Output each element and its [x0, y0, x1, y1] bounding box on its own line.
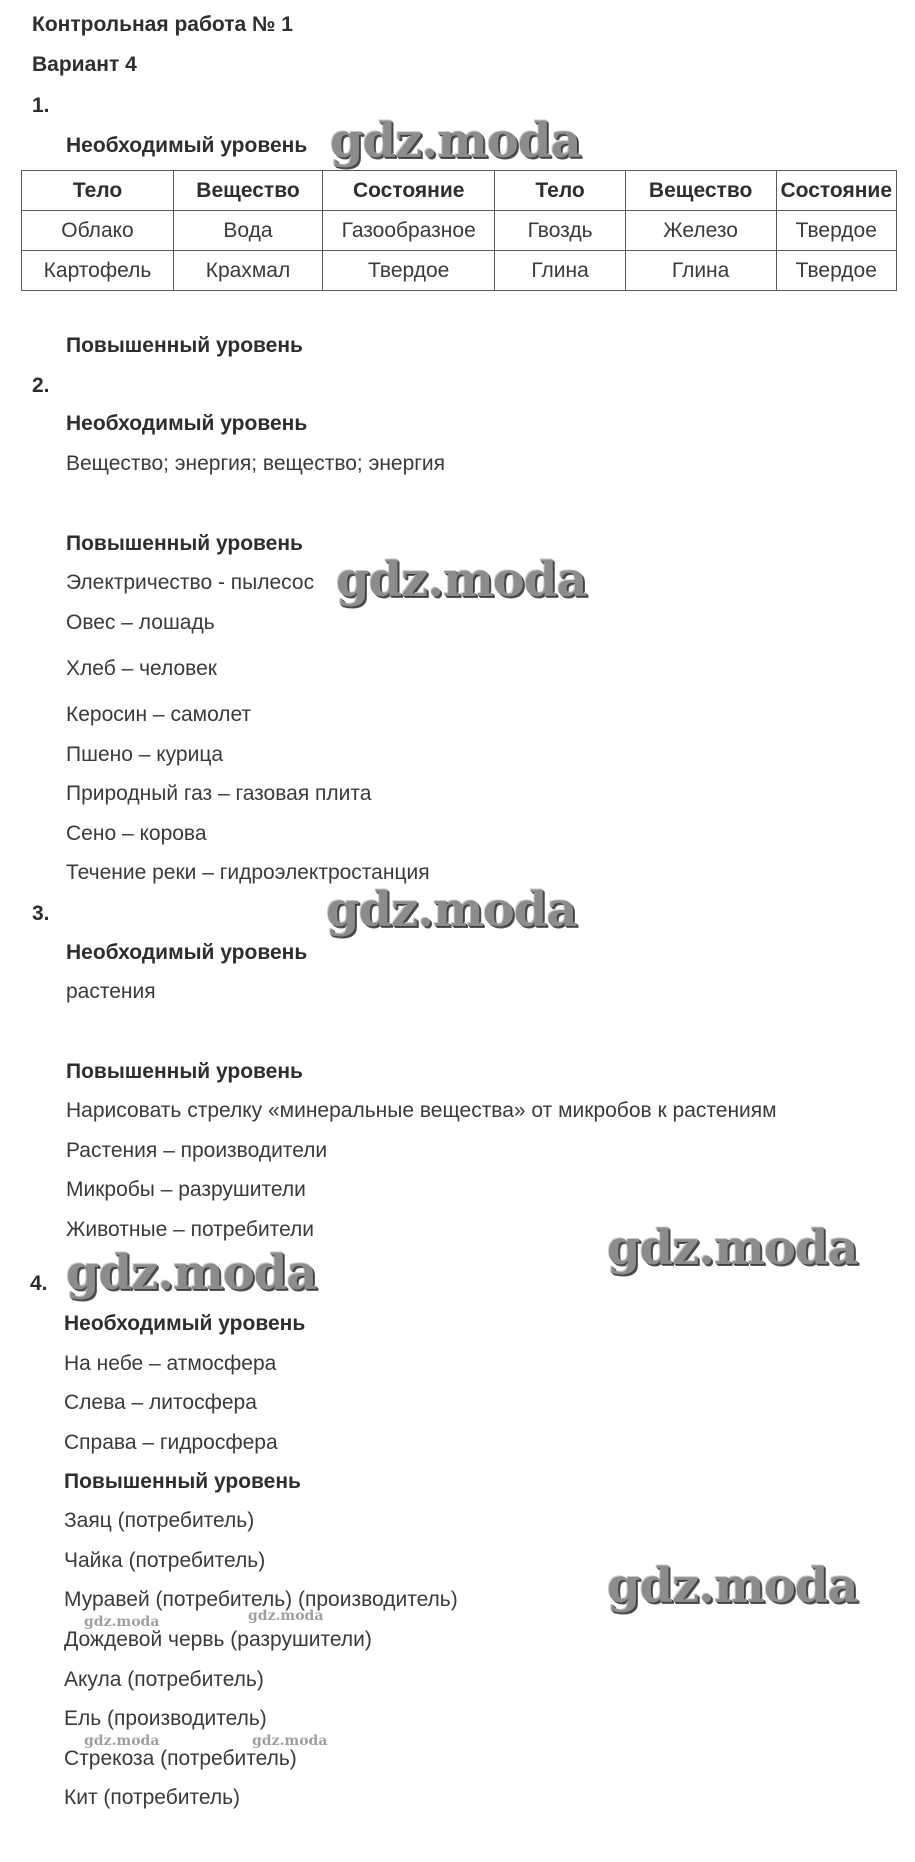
list-item: Овес – лошадь [66, 611, 215, 634]
page-title: Контрольная работа № 1 [32, 13, 293, 36]
column-header: Состояние [322, 171, 495, 211]
task-1-advanced-heading: Повышенный уровень [66, 334, 303, 357]
list-item: На небе – атмосфера [64, 1352, 277, 1375]
list-item: Хлеб – человек [66, 657, 217, 680]
list-item: Микробы – разрушители [66, 1178, 306, 1201]
watermark-small: gdz.moda [252, 1733, 328, 1749]
list-item: Заяц (потребитель) [64, 1509, 255, 1532]
list-item: Муравей (потребитель) (производитель) [64, 1588, 458, 1611]
task-4-number: 4. [30, 1272, 48, 1295]
table-row [22, 251, 897, 291]
variant-label: Вариант 4 [32, 53, 137, 76]
list-item: Животные – потребители [66, 1218, 315, 1241]
table-cell: Гвоздь [495, 211, 625, 251]
watermark-logo: gdz.moda [336, 552, 587, 608]
watermark-small: gdz.moda [248, 1608, 324, 1624]
list-item: Природный газ – газовая плита [66, 782, 372, 805]
table-cell: Облако [22, 211, 174, 251]
watermark-small: gdz.moda [84, 1614, 160, 1630]
task-4-advanced-heading: Повышенный уровень [64, 1470, 301, 1493]
task-2-number: 2. [32, 374, 50, 397]
column-header: Вещество [174, 171, 323, 211]
column-header: Состояние [776, 171, 896, 211]
list-item: Стрекоза (потребитель) [64, 1747, 297, 1770]
table-header-row [22, 171, 897, 211]
task-1-number: 1. [32, 94, 50, 117]
table-cell: Глина [495, 251, 625, 291]
column-header: Вещество [625, 171, 776, 211]
list-item: Ель (производитель) [64, 1707, 267, 1730]
table-cell: Твердое [776, 211, 896, 251]
watermark-logo: gdz.moda [326, 882, 577, 938]
list-item: Керосин – самолет [66, 703, 252, 726]
list-item: Справа – гидросфера [64, 1431, 278, 1454]
list-item: Пшено – курица [66, 743, 224, 766]
watermark-logo: gdz.moda [607, 1220, 858, 1276]
list-item: Нарисовать стрелку «минеральные вещества» от микробов к растениям [66, 1099, 777, 1122]
watermark-logo: gdz.moda [607, 1558, 858, 1614]
list-item: Растения – производители [66, 1139, 328, 1162]
list-item: Электричество - пылесос [66, 571, 315, 594]
task-2-required-answer: Вещество; энергия; вещество; энергия [66, 452, 446, 475]
table-cell: Вода [174, 211, 323, 251]
task-1-table [21, 170, 897, 291]
list-item: Течение реки – гидроэлектростанция [66, 861, 430, 884]
task-3-required-heading: Необходимый уровень [66, 941, 308, 964]
column-header: Тело [495, 171, 625, 211]
table-cell: Газообразное [322, 211, 495, 251]
table-row [22, 211, 897, 251]
table-cell: Железо [625, 211, 776, 251]
table-cell: Глина [625, 251, 776, 291]
list-item: Акула (потребитель) [64, 1668, 264, 1691]
table-cell: Твердое [322, 251, 495, 291]
task-2-required-heading: Необходимый уровень [66, 412, 308, 435]
task-4-required-heading: Необходимый уровень [64, 1312, 306, 1335]
task-3-advanced-heading: Повышенный уровень [66, 1060, 303, 1083]
watermark-logo: gdz.moda [330, 113, 581, 169]
list-item: Сено – корова [66, 822, 207, 845]
table-cell: Крахмал [174, 251, 323, 291]
table-cell: Твердое [776, 251, 896, 291]
task-2-advanced-heading: Повышенный уровень [66, 532, 303, 555]
list-item: Слева – литосфера [64, 1391, 257, 1414]
table-cell: Картофель [22, 251, 174, 291]
task-3-number: 3. [32, 902, 50, 925]
list-item: Кит (потребитель) [64, 1786, 241, 1809]
list-item: Чайка (потребитель) [64, 1549, 266, 1572]
task-3-required-answer: растения [66, 980, 156, 1003]
column-header: Тело [22, 171, 174, 211]
list-item: Дождевой червь (разрушители) [64, 1628, 372, 1651]
watermark-logo: gdz.moda [66, 1245, 317, 1301]
watermark-small: gdz.moda [84, 1733, 160, 1749]
task-1-required-heading: Необходимый уровень [66, 134, 308, 157]
